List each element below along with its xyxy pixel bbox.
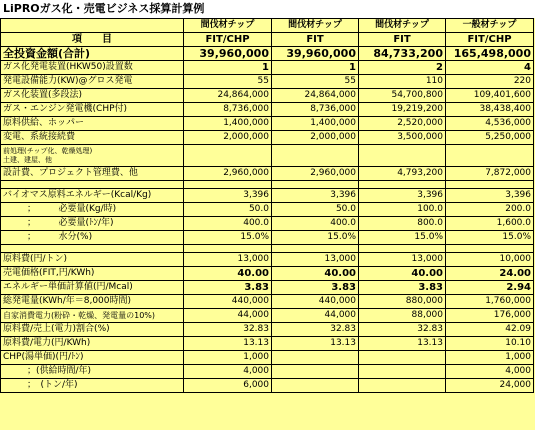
cell[interactable]: 109,401,600 <box>446 89 534 103</box>
cell[interactable]: 1,400,000 <box>272 117 359 131</box>
cell[interactable]: 440,000 <box>184 295 272 309</box>
cell[interactable] <box>359 145 446 167</box>
table-row <box>1 253 534 267</box>
cell[interactable]: 13.13 <box>272 337 359 351</box>
cell[interactable]: 1,400,000 <box>184 117 272 131</box>
spacer-row <box>1 245 534 253</box>
cell[interactable]: 200.0 <box>446 203 534 217</box>
cell[interactable]: 55 <box>184 75 272 89</box>
cell[interactable]: 24,864,000 <box>272 89 359 103</box>
cell[interactable]: 15.0% <box>184 231 272 245</box>
table-row <box>1 351 534 365</box>
row-label[interactable]: ガス化装置(多段法) <box>1 89 184 103</box>
cell[interactable]: 10.10 <box>446 337 534 351</box>
header-cell[interactable]: 一般材チップ <box>446 19 534 33</box>
cell[interactable] <box>272 351 359 365</box>
cell[interactable]: 32.83 <box>359 323 446 337</box>
cell[interactable]: 8,736,000 <box>272 103 359 117</box>
cell[interactable]: 32.83 <box>272 323 359 337</box>
cell[interactable]: 880,000 <box>359 295 446 309</box>
cell[interactable]: 13.13 <box>184 337 272 351</box>
cell[interactable]: 400.0 <box>184 217 272 231</box>
row-label[interactable]: 自家消費電力(粉砕・乾燥、発電量の10%) <box>1 309 184 323</box>
cell[interactable]: 176,000 <box>446 309 534 323</box>
row-label[interactable]: バイオマス原料エネルギー(Kcal/Kg) <box>1 189 184 203</box>
table-row <box>1 61 534 75</box>
cell[interactable]: 40.00 <box>359 267 446 281</box>
cell[interactable]: 13,000 <box>184 253 272 267</box>
cell[interactable]: 32.83 <box>184 323 272 337</box>
cell[interactable]: 3.83 <box>184 281 272 295</box>
table-row <box>1 337 534 351</box>
row-label[interactable]: 原料費/売上(電力)割合(%) <box>1 323 184 337</box>
row-label[interactable]: ガス・エンジン発電機(CHP付) <box>1 103 184 117</box>
subheader-cell[interactable]: FIT/CHP <box>446 33 534 47</box>
row-label[interactable] <box>1 145 184 167</box>
cell[interactable]: 800.0 <box>359 217 446 231</box>
cell[interactable]: 13,000 <box>272 253 359 267</box>
cell[interactable]: 54,700,800 <box>359 89 446 103</box>
table-row <box>1 379 534 393</box>
cell[interactable]: 7,872,000 <box>446 167 534 181</box>
cell[interactable]: 84,733,200 <box>359 47 446 61</box>
cell[interactable]: 15.0% <box>272 231 359 245</box>
table-row <box>1 189 534 203</box>
row-label-line: 土建、建屋、他 <box>3 155 52 164</box>
cell[interactable]: 3,396 <box>359 189 446 203</box>
cell[interactable] <box>359 379 446 393</box>
row-label[interactable]: 発電設備能力(KW)@グロス発電 <box>1 75 184 89</box>
header-cell[interactable] <box>1 19 184 33</box>
row-label[interactable]: ； 水分(%) <box>1 231 184 245</box>
cell[interactable]: 2,000,000 <box>272 131 359 145</box>
subheader-cell[interactable]: FIT <box>359 33 446 47</box>
cell[interactable] <box>184 145 272 167</box>
cell[interactable]: 3.83 <box>272 281 359 295</box>
cell[interactable]: 1,760,000 <box>446 295 534 309</box>
row-label[interactable]: 設計費、プロジェクト管理費、他 <box>1 167 184 181</box>
cell[interactable]: 40.00 <box>272 267 359 281</box>
cell[interactable] <box>446 145 534 167</box>
cell[interactable]: 2,000,000 <box>184 131 272 145</box>
cell[interactable]: 1,000 <box>446 351 534 365</box>
cell[interactable]: 39,960,000 <box>184 47 272 61</box>
table-row <box>1 75 534 89</box>
cell[interactable]: 2,520,000 <box>359 117 446 131</box>
table-row <box>1 103 534 117</box>
row-label[interactable]: エネルギー単価計算値(円/Mcal) <box>1 281 184 295</box>
row-label-line: 前処理(チップ化、乾燥処理) <box>3 146 93 155</box>
cell[interactable]: 110 <box>359 75 446 89</box>
cell[interactable]: 13,000 <box>359 253 446 267</box>
cell[interactable]: 13.13 <box>359 337 446 351</box>
subheader-row <box>1 33 534 47</box>
cell[interactable]: 6,000 <box>184 379 272 393</box>
cell[interactable]: 3,396 <box>272 189 359 203</box>
table-row <box>1 281 534 295</box>
subheader-cell[interactable]: 項 目 <box>1 33 184 47</box>
header-row <box>1 19 534 33</box>
cell[interactable]: 4 <box>446 61 534 75</box>
row-label[interactable]: ； 必要量(ﾄﾝ/年) <box>1 217 184 231</box>
cell[interactable]: 4,000 <box>446 365 534 379</box>
cell[interactable]: 2 <box>359 61 446 75</box>
cell[interactable]: 1,000 <box>184 351 272 365</box>
cell[interactable]: 4,793,200 <box>359 167 446 181</box>
calc-table <box>0 18 534 393</box>
subheader-cell[interactable]: FIT <box>272 33 359 47</box>
table-row <box>1 309 534 323</box>
cell[interactable]: 3.83 <box>359 281 446 295</box>
cell[interactable]: 2,960,000 <box>272 167 359 181</box>
cell[interactable]: 440,000 <box>272 295 359 309</box>
cell[interactable]: 3,500,000 <box>359 131 446 145</box>
cell[interactable] <box>272 145 359 167</box>
cell[interactable]: 400.0 <box>272 217 359 231</box>
cell[interactable]: 24,000 <box>446 379 534 393</box>
table-row <box>1 167 534 181</box>
header-cell[interactable]: 間伐材チップ <box>272 19 359 33</box>
table-row <box>1 295 534 309</box>
cell[interactable]: 1 <box>184 61 272 75</box>
cell[interactable]: 55 <box>272 75 359 89</box>
table-row <box>1 267 534 281</box>
cell[interactable]: 1 <box>272 61 359 75</box>
sheet-title: LiPROガス化・売電ビジネス採算計算例 <box>0 0 535 18</box>
row-label[interactable]: 原料費(円/トン) <box>1 253 184 267</box>
spacer-row <box>1 181 534 189</box>
row-label[interactable]: 原料費/電力(円/KWh) <box>1 337 184 351</box>
cell[interactable]: 220 <box>446 75 534 89</box>
cell[interactable] <box>272 379 359 393</box>
cell[interactable]: 1,600.0 <box>446 217 534 231</box>
cell[interactable] <box>272 365 359 379</box>
cell[interactable]: 44,000 <box>184 309 272 323</box>
cell[interactable]: 38,438,400 <box>446 103 534 117</box>
cell[interactable]: 100.0 <box>359 203 446 217</box>
header-cell[interactable]: 間伐材チップ <box>359 19 446 33</box>
cell[interactable]: 4,000 <box>184 365 272 379</box>
subheader-cell[interactable]: FIT/CHP <box>184 33 272 47</box>
cell[interactable]: 2.94 <box>446 281 534 295</box>
table-row <box>1 231 534 245</box>
table-row <box>1 89 534 103</box>
row-label[interactable]: ； (トン/年) <box>1 379 184 393</box>
cell[interactable]: 44,000 <box>272 309 359 323</box>
table-row <box>1 323 534 337</box>
row-label[interactable]: 売電価格(FIT,円/KWh) <box>1 267 184 281</box>
cell[interactable]: 2,960,000 <box>184 167 272 181</box>
table-row <box>1 217 534 231</box>
cell[interactable] <box>359 365 446 379</box>
cell[interactable]: 24.00 <box>446 267 534 281</box>
cell[interactable]: 10,000 <box>446 253 534 267</box>
cell[interactable]: 19,219,200 <box>359 103 446 117</box>
cell[interactable]: 42.09 <box>446 323 534 337</box>
table-row <box>1 145 534 167</box>
cell[interactable]: 15.0% <box>446 231 534 245</box>
cell[interactable]: 3,396 <box>446 189 534 203</box>
cell[interactable]: 165,498,000 <box>446 47 534 61</box>
cell[interactable]: 3,396 <box>184 189 272 203</box>
row-label[interactable]: ；(供給時間/年) <box>1 365 184 379</box>
table-row <box>1 203 534 217</box>
row-label[interactable]: 原料供給、ホッパー <box>1 117 184 131</box>
cell[interactable]: 5,250,000 <box>446 131 534 145</box>
cell[interactable]: 50.0 <box>272 203 359 217</box>
table-row <box>1 117 534 131</box>
row-label[interactable]: ； 必要量(Kg/時) <box>1 203 184 217</box>
header-cell[interactable]: 間伐材チップ <box>184 19 272 33</box>
cell[interactable] <box>359 351 446 365</box>
table-row <box>1 131 534 145</box>
row-label[interactable]: 全投資金額(合計) <box>1 47 184 61</box>
row-label[interactable]: CHP(湯単価)(円/ﾄﾝ) <box>1 351 184 365</box>
row-label[interactable]: ガス化発電装置(HKW50)設置数 <box>1 61 184 75</box>
cell[interactable]: 88,000 <box>359 309 446 323</box>
row-label[interactable]: 変電、系統接続費 <box>1 131 184 145</box>
cell[interactable]: 50.0 <box>184 203 272 217</box>
cell[interactable]: 4,536,000 <box>446 117 534 131</box>
row-label[interactable]: 総発電量(KWh/年＝8,000時間) <box>1 295 184 309</box>
table-row <box>1 47 534 61</box>
cell[interactable]: 15.0% <box>359 231 446 245</box>
cell[interactable]: 24,864,000 <box>184 89 272 103</box>
cell[interactable]: 40.00 <box>184 267 272 281</box>
cell[interactable]: 8,736,000 <box>184 103 272 117</box>
table-row <box>1 365 534 379</box>
cell[interactable]: 39,960,000 <box>272 47 359 61</box>
